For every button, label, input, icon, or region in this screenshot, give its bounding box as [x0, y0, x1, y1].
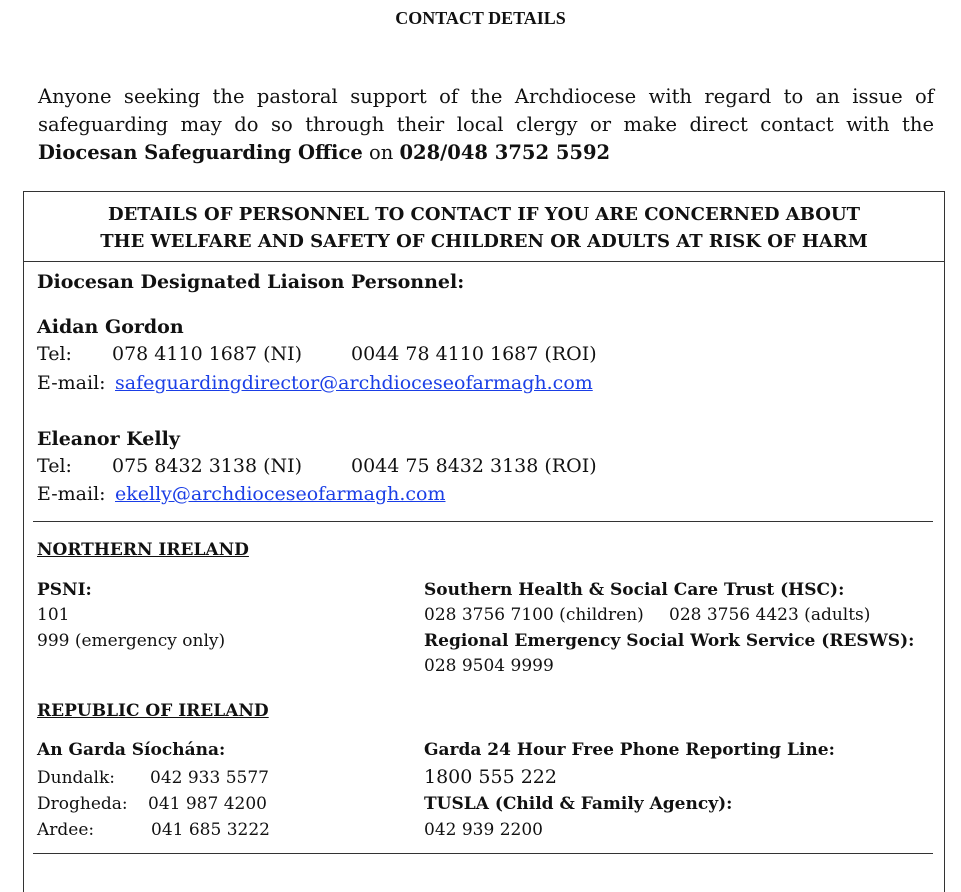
tel-label: Tel: — [37, 455, 72, 477]
office-phone: 028/048 3752 5592 — [399, 141, 611, 164]
intro-text: Anyone seeking the pastoral support of the Archdiocese with regard to an issue of safeguarding may do so through their local clergy or make direct contact with the — [38, 85, 934, 136]
intro-paragraph — [38, 83, 934, 167]
box-heading-line1: DETAILS OF PERSONNEL TO CONTACT IF YOU ARE CONCERNED ABOUT — [107, 204, 861, 225]
psni-label: PSNI: — [37, 580, 92, 600]
tel-ni: 078 4110 1687 (NI) — [112, 343, 303, 365]
email-link[interactable]: ekelly@archdioceseofarmagh.com — [115, 483, 446, 505]
garda-line-number: 1800 555 222 — [424, 766, 557, 788]
box-heading — [23, 201, 945, 255]
page-title: CONTACT DETAILS — [395, 8, 566, 28]
tel-roi: 0044 78 4110 1687 (ROI) — [351, 343, 597, 365]
email-link[interactable]: safeguardingdirector@archdioceseofarmagh.com — [115, 372, 593, 394]
tusla-label: TUSLA (Child & Family Agency): — [424, 794, 733, 814]
office-name: Diocesan Safeguarding Office — [38, 141, 363, 164]
box-heading-divider — [24, 261, 944, 262]
box-heading-line2: THE WELFARE AND SAFETY OF CHILDREN OR ADULTS AT RISK OF HARM — [100, 231, 868, 252]
station-number: 041 685 3222 — [151, 820, 270, 840]
liaison-heading: Diocesan Designated Liaison Personnel: — [37, 271, 465, 293]
bottom-divider — [33, 853, 933, 854]
person-name: Aidan Gordon — [37, 316, 184, 338]
psni-number: 101 — [37, 605, 70, 625]
ni-heading: NORTHERN IRELAND — [37, 540, 249, 560]
garda-label: An Garda Síochána: — [37, 740, 226, 760]
tel-label: Tel: — [37, 343, 72, 365]
resws-number: 028 9504 9999 — [424, 656, 554, 676]
station-place: Drogheda: — [37, 794, 128, 814]
email-label: E-mail: — [37, 483, 106, 505]
tel-ni: 075 8432 3138 (NI) — [112, 455, 303, 477]
tusla-number: 042 939 2200 — [424, 820, 543, 840]
psni-emergency: 999 (emergency only) — [37, 631, 226, 651]
email-label: E-mail: — [37, 372, 106, 394]
person-name: Eleanor Kelly — [37, 428, 180, 450]
station-number: 042 933 5577 — [150, 768, 269, 788]
tel-roi: 0044 75 8432 3138 (ROI) — [351, 455, 597, 477]
resws-label: Regional Emergency Social Work Service (RESWS): — [424, 631, 915, 651]
station-number: 041 987 4200 — [148, 794, 267, 814]
roi-heading: REPUBLIC OF IRELAND — [37, 701, 269, 721]
intro-on: on — [368, 141, 394, 164]
section-divider — [33, 521, 933, 522]
hsc-adults: 028 3756 4423 (adults) — [669, 605, 871, 625]
station-place: Dundalk: — [37, 768, 116, 788]
station-place: Ardee: — [37, 820, 95, 840]
garda-line-label: Garda 24 Hour Free Phone Reporting Line: — [424, 740, 835, 760]
hsc-children: 028 3756 7100 (children) — [424, 605, 644, 625]
hsc-label: Southern Health & Social Care Trust (HSC): — [424, 580, 845, 600]
